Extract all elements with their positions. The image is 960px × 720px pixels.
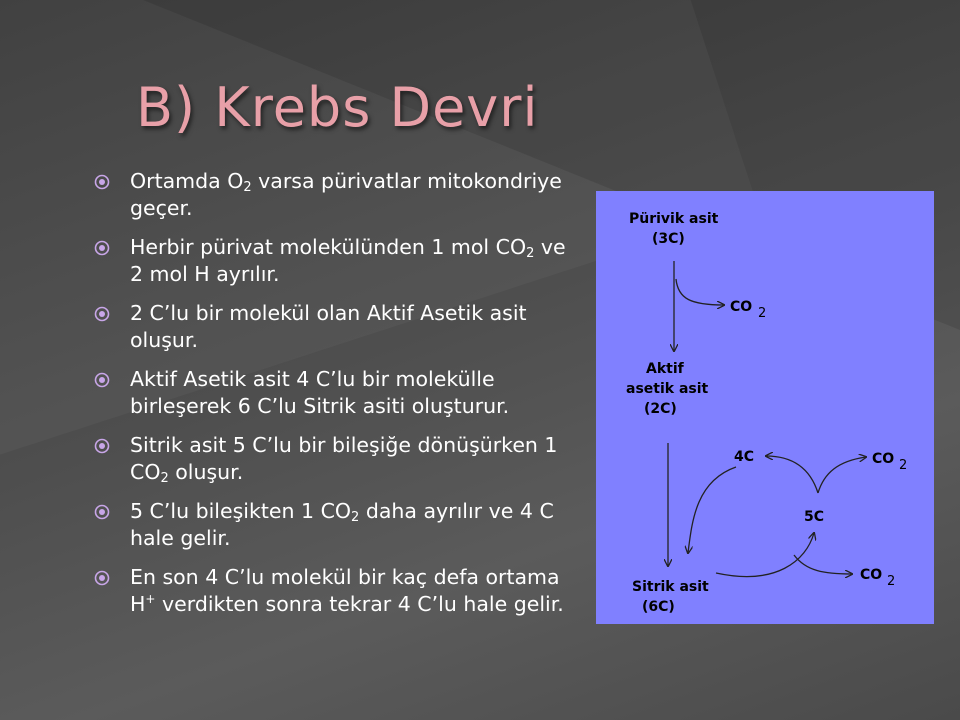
bullet-text: verdikten sonra tekrar 4 C’lu hale gelir. (155, 592, 564, 616)
bullet-item (92, 168, 582, 222)
bullet-text: 2 (243, 180, 252, 195)
bullet-text: 2 (351, 510, 360, 525)
bullet-text: Aktif Asetik asit 4 C’lu bir molekülle birleşerek 6 C’lu Sitrik asiti oluşturur. (130, 367, 510, 418)
bullet-text: oluşur. (168, 460, 244, 484)
krebs-diagram (596, 191, 934, 624)
sitrik-carbons: (6C) (642, 599, 675, 615)
bullet-item (92, 366, 582, 420)
bullet-text: Herbir pürivat molekülünden 1 mol CO (130, 235, 527, 259)
circle-target-icon (94, 240, 110, 256)
co2-subscript-3: 2 (887, 574, 896, 589)
piruvik-label: Pürivik asit (629, 211, 719, 227)
circle-target-icon (94, 174, 110, 190)
four-c-label: 4C (734, 449, 755, 465)
co2-subscript-1: 2 (758, 306, 767, 321)
sitrik-label: Sitrik asit (632, 579, 709, 595)
piruvik-carbons: (3C) (652, 231, 685, 247)
bullet-item (92, 498, 582, 552)
arrow-co2-release-2 (818, 457, 866, 493)
aktif-label-1: Aktif (646, 361, 684, 377)
bullet-text: varsa pürivatlar mitokondriye geçer. (130, 169, 562, 220)
bullet-text: daha ayrılır ve 4 C hale gelir. (130, 499, 554, 550)
co2-label-1: CO (730, 299, 753, 315)
bullet-text: 2 (160, 471, 169, 486)
circle-target-icon (94, 372, 110, 388)
arrow-co2-release-1 (676, 279, 724, 305)
bullet-item (92, 300, 582, 354)
circle-target-icon (94, 306, 110, 322)
circle-target-icon (94, 438, 110, 454)
slide-title: B) Krebs Devri (136, 76, 539, 139)
arrow-5c-to-4c (766, 456, 818, 493)
co2-label-2: CO (872, 451, 895, 467)
bullet-text: En son 4 C’lu molekül bir kaç defa ortama H (130, 565, 560, 616)
circle-target-icon (94, 570, 110, 586)
bullet-text: + (145, 592, 156, 606)
krebs-diagram-svg (596, 191, 934, 624)
bullet-text: Sitrik asit 5 C’lu bir bileşiğe dönüşürken 1 CO (130, 433, 558, 484)
bullet-list (92, 168, 582, 630)
five-c-label: 5C (804, 509, 825, 525)
aktif-label-2: asetik asit (626, 381, 709, 397)
bullet-text: 2 C’lu bir molekül olan Aktif Asetik asit oluşur. (130, 301, 527, 352)
bullet-text: Ortamda O (130, 169, 244, 193)
bullet-text: 5 C’lu bileşikten 1 CO (130, 499, 352, 523)
arrow-co2-release-3 (794, 555, 852, 574)
bullet-item (92, 564, 582, 618)
circle-target-icon (94, 504, 110, 520)
bullet-item (92, 234, 582, 288)
co2-label-3: CO (860, 567, 883, 583)
bullet-text: ve 2 mol H ayrılır. (130, 235, 566, 286)
aktif-carbons: (2C) (644, 401, 677, 417)
bullet-item (92, 432, 582, 486)
arrow-sitrik-to-5c (716, 533, 814, 577)
bullet-text: 2 (526, 246, 535, 261)
co2-subscript-2: 2 (899, 458, 908, 473)
arrow-4c-to-sitrik (688, 467, 736, 553)
